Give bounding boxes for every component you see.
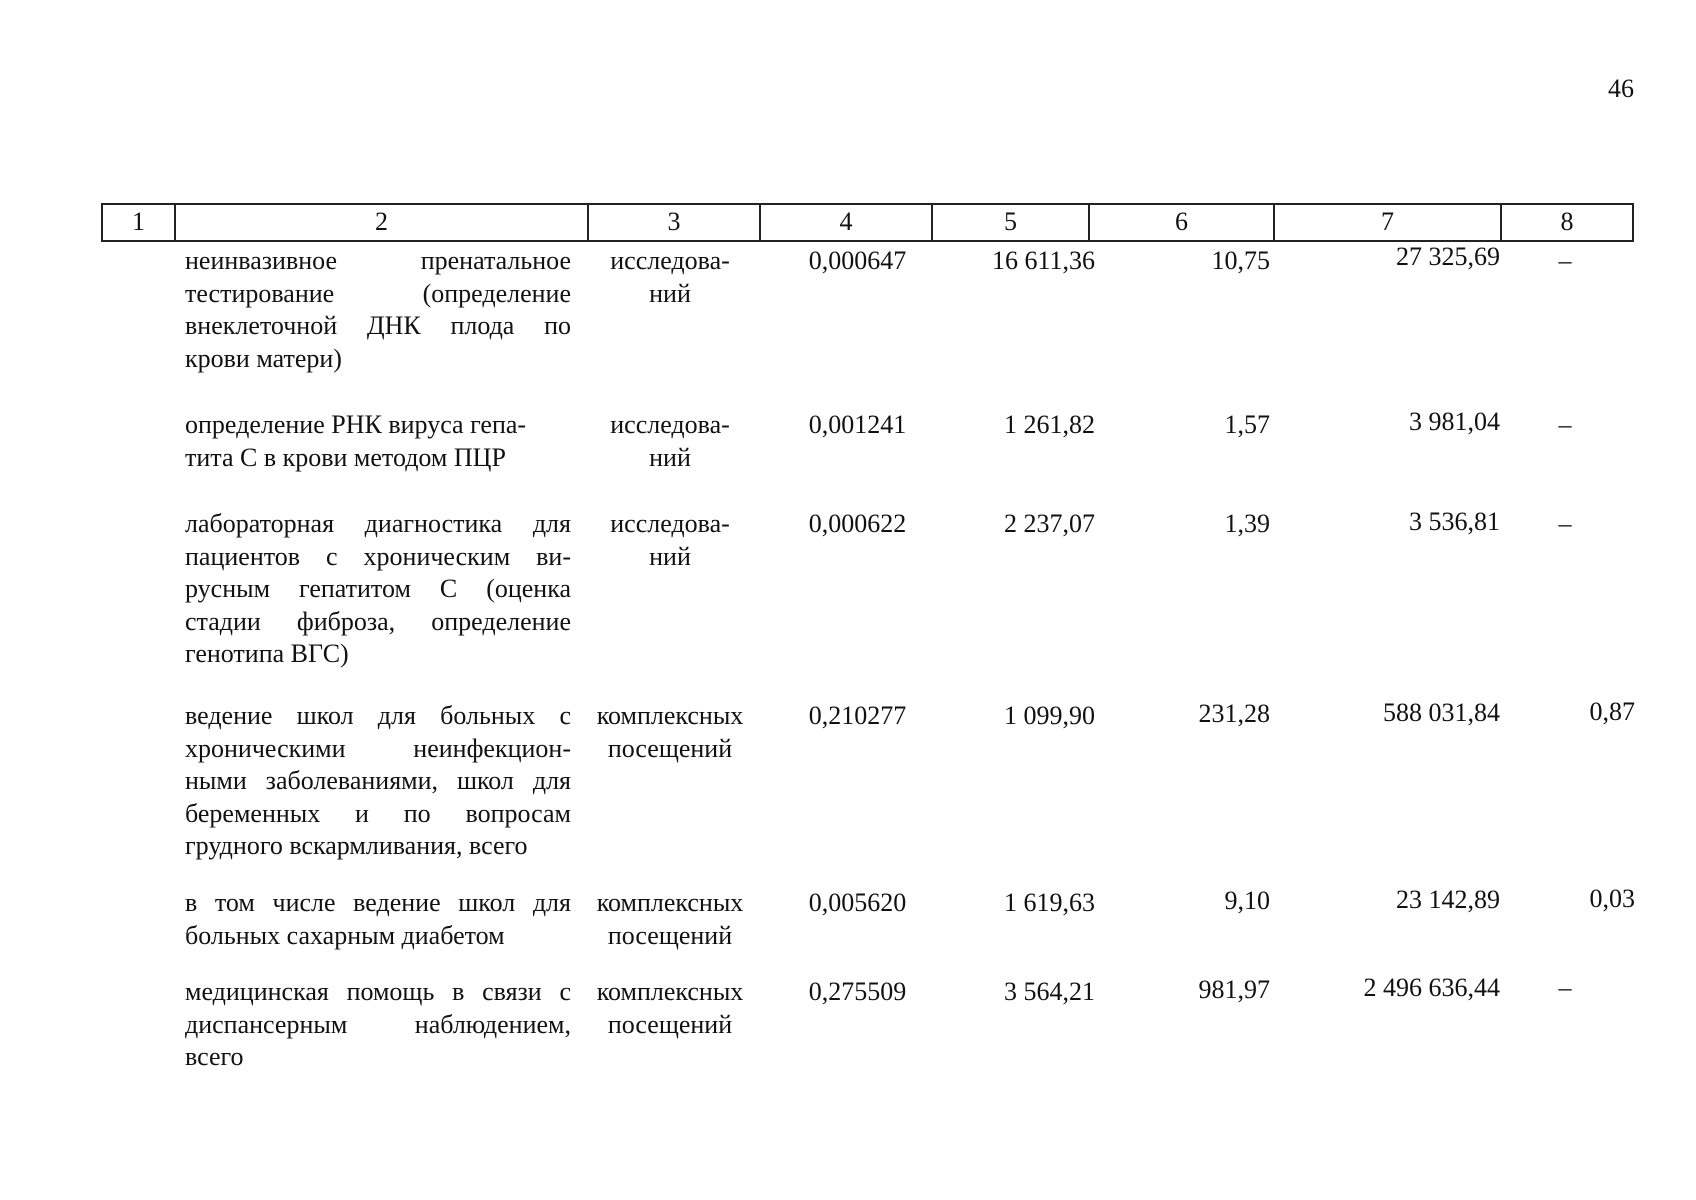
unit-label: комплексных посещений — [596, 888, 744, 950]
header-col-8: 8 — [1500, 205, 1632, 240]
value-col-4: 0,000622 — [808, 509, 907, 538]
value-col-7: 3 981,04 — [1409, 407, 1500, 436]
service-name: ведение школ для больных с хроническими неинфекцион- ными заболеваниями, школ для беременных и по вопросам грудного вскармливания, всего — [185, 701, 571, 860]
service-name: медицинская помощь в связи с диспансерным наблюдением, всего — [185, 977, 571, 1071]
value-col-5: 1 099,90 — [1004, 701, 1095, 730]
table-header-row — [101, 203, 1634, 242]
value-col-7: 23 142,89 — [1396, 885, 1500, 914]
value-col-8: – — [1558, 973, 1572, 1002]
unit-label: исследова- ний — [610, 246, 730, 308]
value-col-6: 10,75 — [1211, 246, 1270, 275]
value-col-5: 3 564,21 — [1004, 977, 1095, 1006]
value-col-5: 1 261,82 — [1004, 410, 1095, 439]
value-col-7: 27 325,69 — [1396, 242, 1500, 271]
header-col-2: 2 — [174, 205, 587, 240]
value-col-5: 1 619,63 — [1004, 888, 1095, 917]
value-col-4: 0,210277 — [808, 701, 907, 730]
value-col-8: – — [1558, 246, 1572, 275]
service-name: в том числе ведение школ для больных сахарным диабетом — [185, 888, 571, 950]
service-name: неинвазивное пренатальное тестирование (определение внеклеточной ДНК плода по крови матери) — [185, 246, 571, 373]
value-col-6: 231,28 — [1198, 699, 1270, 728]
header-col-7: 7 — [1273, 205, 1500, 240]
value-col-5: 2 237,07 — [1004, 509, 1095, 538]
value-col-8: – — [1558, 410, 1572, 439]
header-col-6: 6 — [1088, 205, 1273, 240]
unit-label: исследова- ний — [610, 509, 730, 571]
header-col-5: 5 — [931, 205, 1088, 240]
value-col-8: 0,87 — [1589, 697, 1635, 726]
value-col-4: 0,275509 — [808, 977, 907, 1006]
header-col-1: 1 — [132, 207, 145, 236]
value-col-7: 588 031,84 — [1383, 698, 1500, 727]
header-col-3: 3 — [587, 205, 759, 240]
value-col-6: 9,10 — [1224, 886, 1270, 915]
value-col-4: 0,000647 — [808, 246, 907, 275]
unit-label: комплексных посещений — [596, 701, 744, 763]
value-col-6: 1,39 — [1224, 509, 1270, 538]
value-col-5: 16 611,36 — [991, 246, 1095, 275]
value-col-7: 2 496 636,44 — [1363, 973, 1500, 1002]
value-col-4: 0,001241 — [808, 410, 907, 439]
value-col-8: 0,03 — [1589, 884, 1635, 913]
unit-label: комплексных посещений — [596, 977, 744, 1039]
value-col-8: – — [1558, 509, 1572, 538]
unit-label: исследова- ний — [610, 410, 730, 472]
value-col-4: 0,005620 — [808, 888, 907, 917]
value-col-6: 981,97 — [1198, 975, 1270, 1004]
value-col-7: 3 536,81 — [1409, 507, 1500, 536]
value-col-6: 1,57 — [1224, 410, 1270, 439]
service-name: лабораторная диагностика для пациентов с хроническим ви- русным гепатитом С (оценка стадии фиброза, определение генотипа ВГС) — [185, 509, 571, 668]
page-number: 46 — [1608, 74, 1634, 103]
service-name: определение РНК вируса гепа- тита С в крови методом ПЦР — [185, 410, 527, 472]
header-col-4: 4 — [759, 205, 931, 240]
